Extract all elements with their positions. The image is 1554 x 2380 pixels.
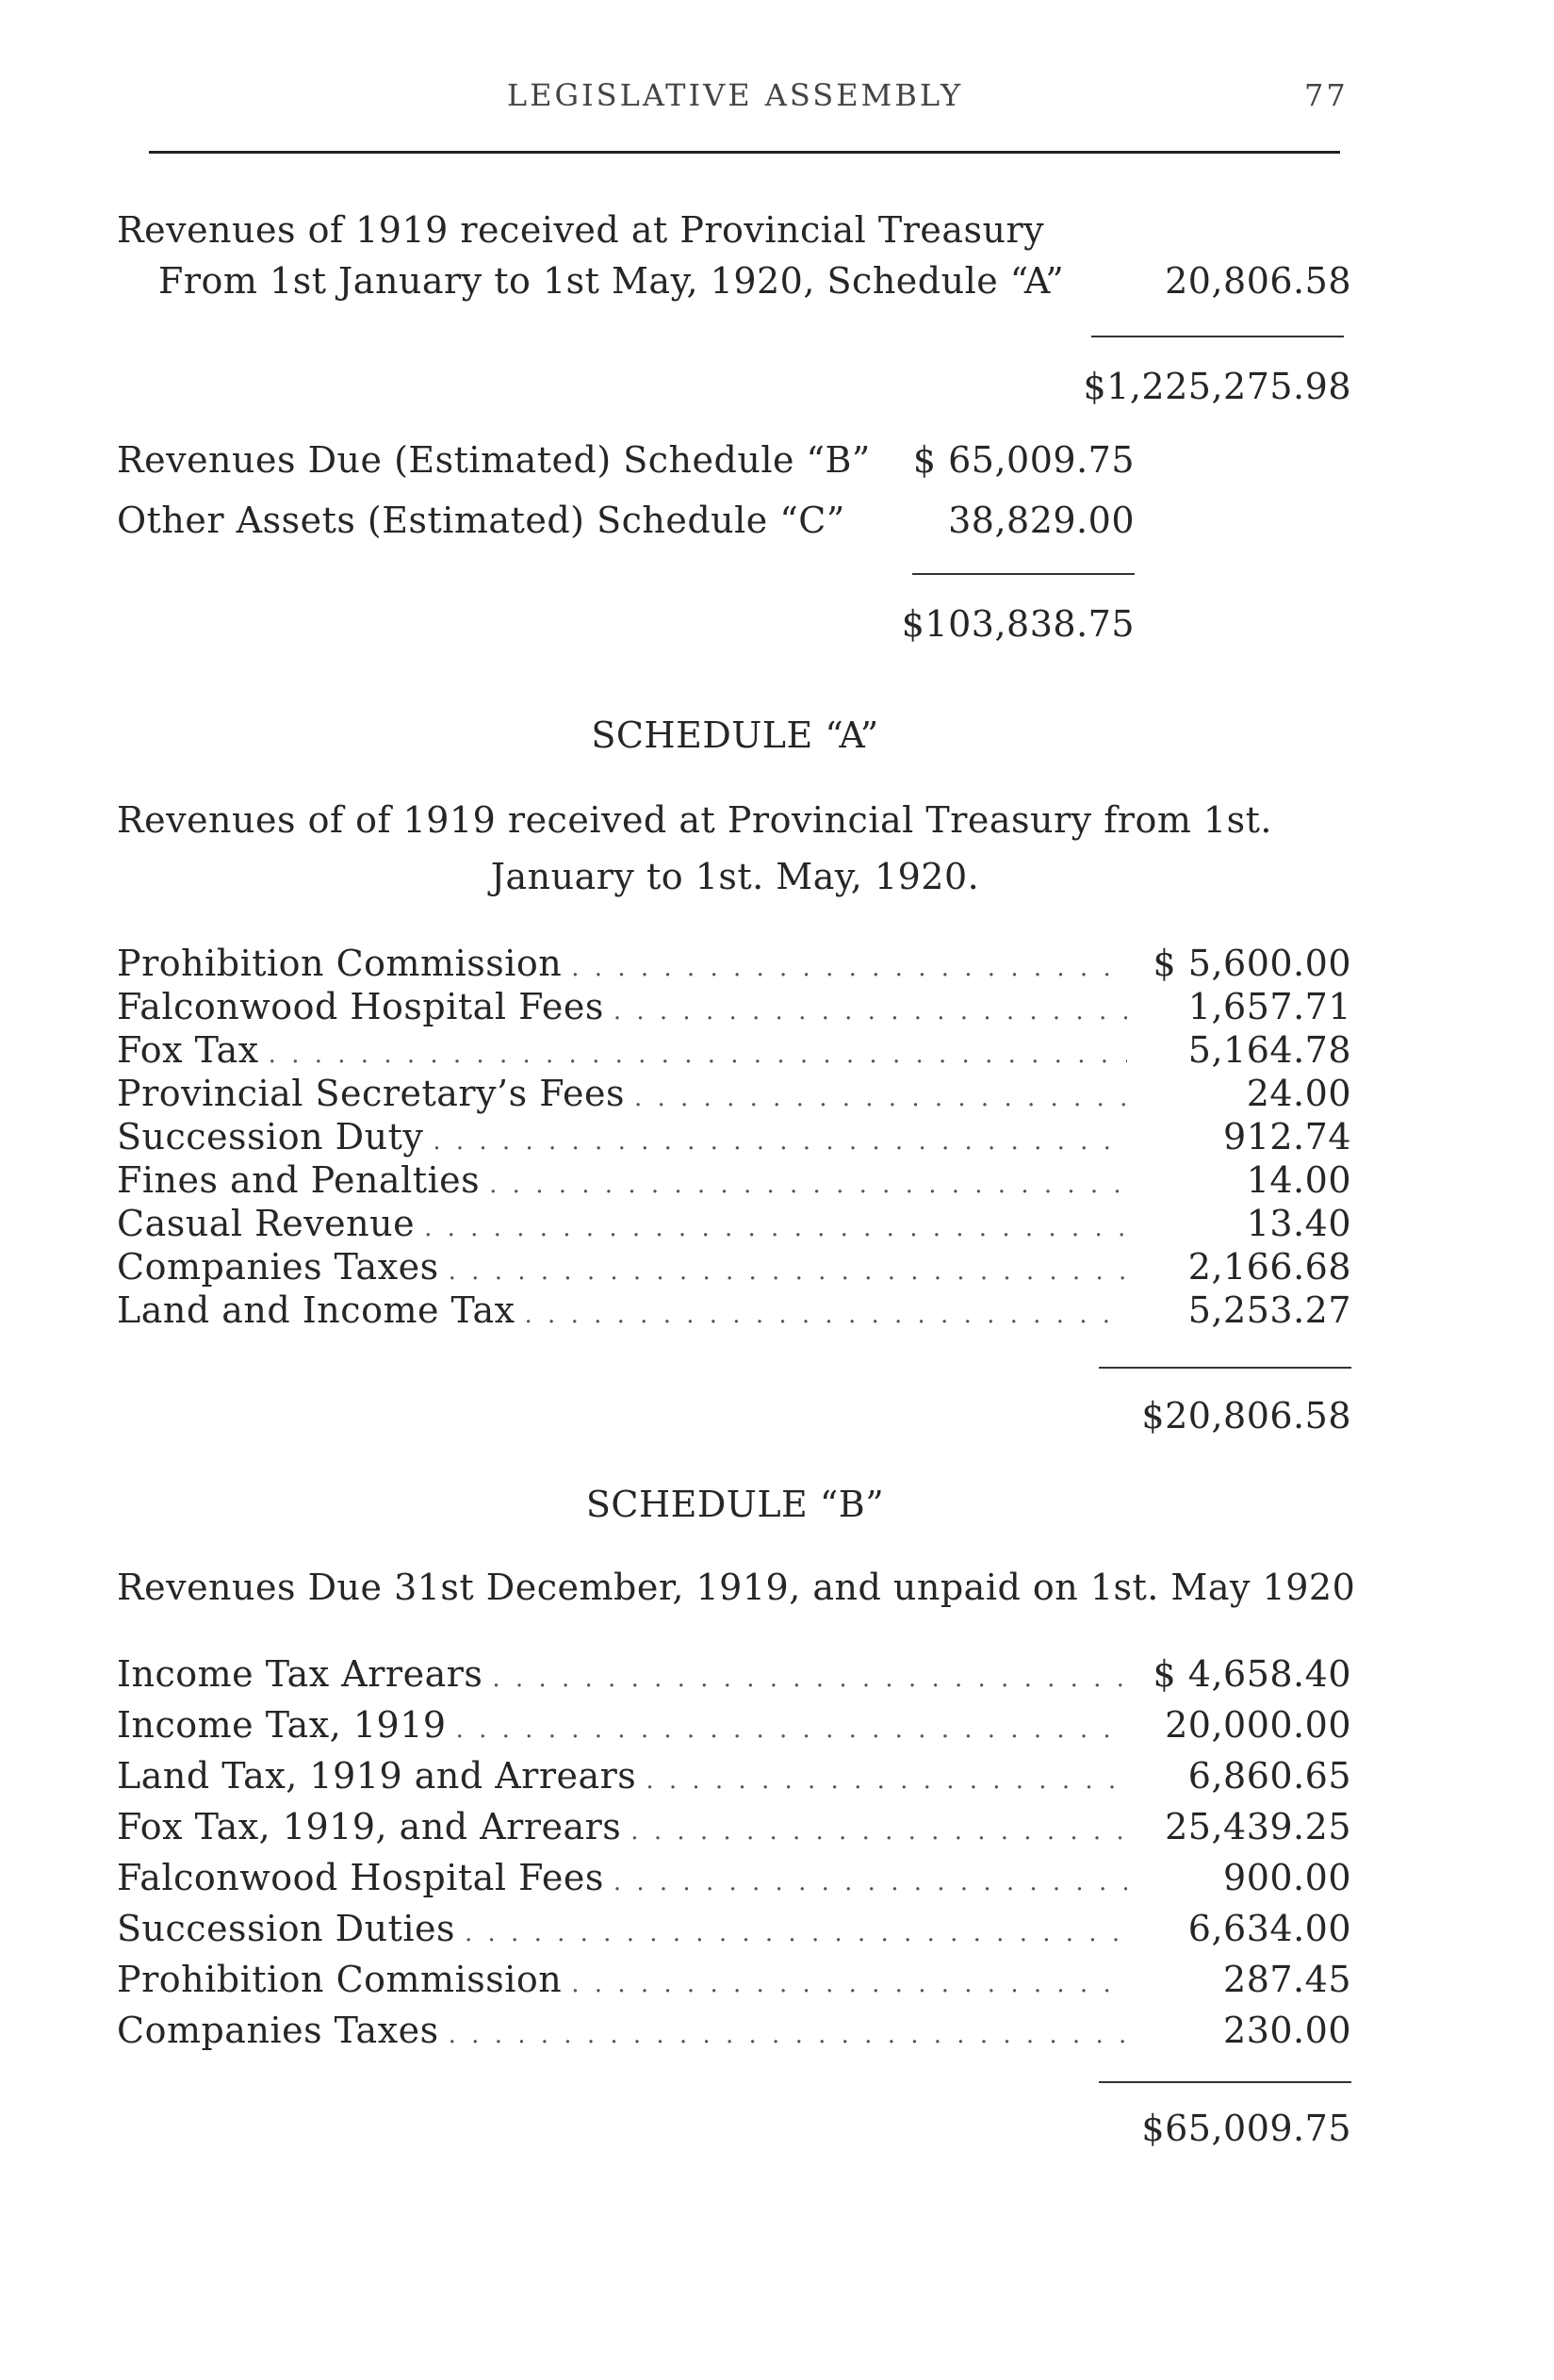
revenues-due-label: Revenues Due (Estimated) Schedule “B” [117,439,871,481]
running-header: LEGISLATIVE ASSEMBLY [506,77,964,113]
list-item: Provincial Secretary’s Fees . . . 24.00 [117,1073,1351,1116]
schedule-b-heading: SCHEDULE “B” [585,1484,885,1525]
list-item: Prohibition Commission . . . $ 5,600.00 [117,943,1351,986]
schedule-a-total: $20,806.58 [1141,1395,1351,1436]
schedule-a-heading: SCHEDULE “A” [591,714,879,756]
list-item: Land and Income Tax . . . 5,253.27 [117,1289,1351,1333]
list-item: Companies Taxes . . . 230.00 [117,2010,1351,2053]
list-item: Income Tax Arrears . . . $ 4,658.40 [117,1653,1351,1697]
summary-line-1: Revenues of 1919 received at Provincial Treasury [117,209,1045,251]
header-rule [149,151,1340,154]
revenues-due-amount: $ 65,009.75 [912,439,1135,481]
list-item: Prohibition Commission . . . 287.45 [117,1959,1351,2002]
grand-total: $1,225,275.98 [1083,366,1351,407]
summary-rule-2 [912,573,1135,575]
list-item: Land Tax, 1919 and Arrears . . . 6,860.65 [117,1755,1351,1798]
summary-line-2: From 1st January to 1st May, 1920, Schedule “A” [158,260,1065,302]
other-assets-amount: 38,829.00 [948,500,1135,541]
list-item: Casual Revenue . . . 13.40 [117,1203,1351,1246]
list-item: Falconwood Hospital Fees . . . 900.00 [117,1857,1351,1900]
list-item: Income Tax, 1919 . . . 20,000.00 [117,1704,1351,1748]
list-item: Fox Tax, 1919, and Arrears . . . 25,439.25 [117,1806,1351,1849]
schedule-b-total: $65,009.75 [1141,2108,1351,2149]
list-item: Succession Duties . . . 6,634.00 [117,1908,1351,1951]
schedule-a-total-rule [1099,1367,1351,1369]
assets-subtotal: $103,838.75 [901,603,1135,645]
list-item: Falconwood Hospital Fees . . . 1,657.71 [117,986,1351,1029]
list-item: Companies Taxes . . . 2,166.68 [117,1246,1351,1289]
schedule-b-total-rule [1099,2081,1351,2083]
summary-line-2-amount: 20,806.58 [1165,260,1351,302]
schedule-a-description-1: Revenues of of 1919 received at Provincial Treasury from 1st. [117,799,1272,841]
other-assets-label: Other Assets (Estimated) Schedule “C” [117,500,845,541]
schedule-b-description: Revenues Due 31st December, 1919, and unpaid on 1st. May 1920 [117,1567,1356,1608]
page-number: 77 [1304,77,1349,113]
list-item: Fines and Penalties . . . 14.00 [117,1159,1351,1203]
schedule-a-description-2: January to 1st. May, 1920. [490,856,980,897]
list-item: Succession Duty . . . 912.74 [117,1116,1351,1159]
list-item: Fox Tax . . . 5,164.78 [117,1029,1351,1073]
summary-rule-1 [1091,336,1344,337]
